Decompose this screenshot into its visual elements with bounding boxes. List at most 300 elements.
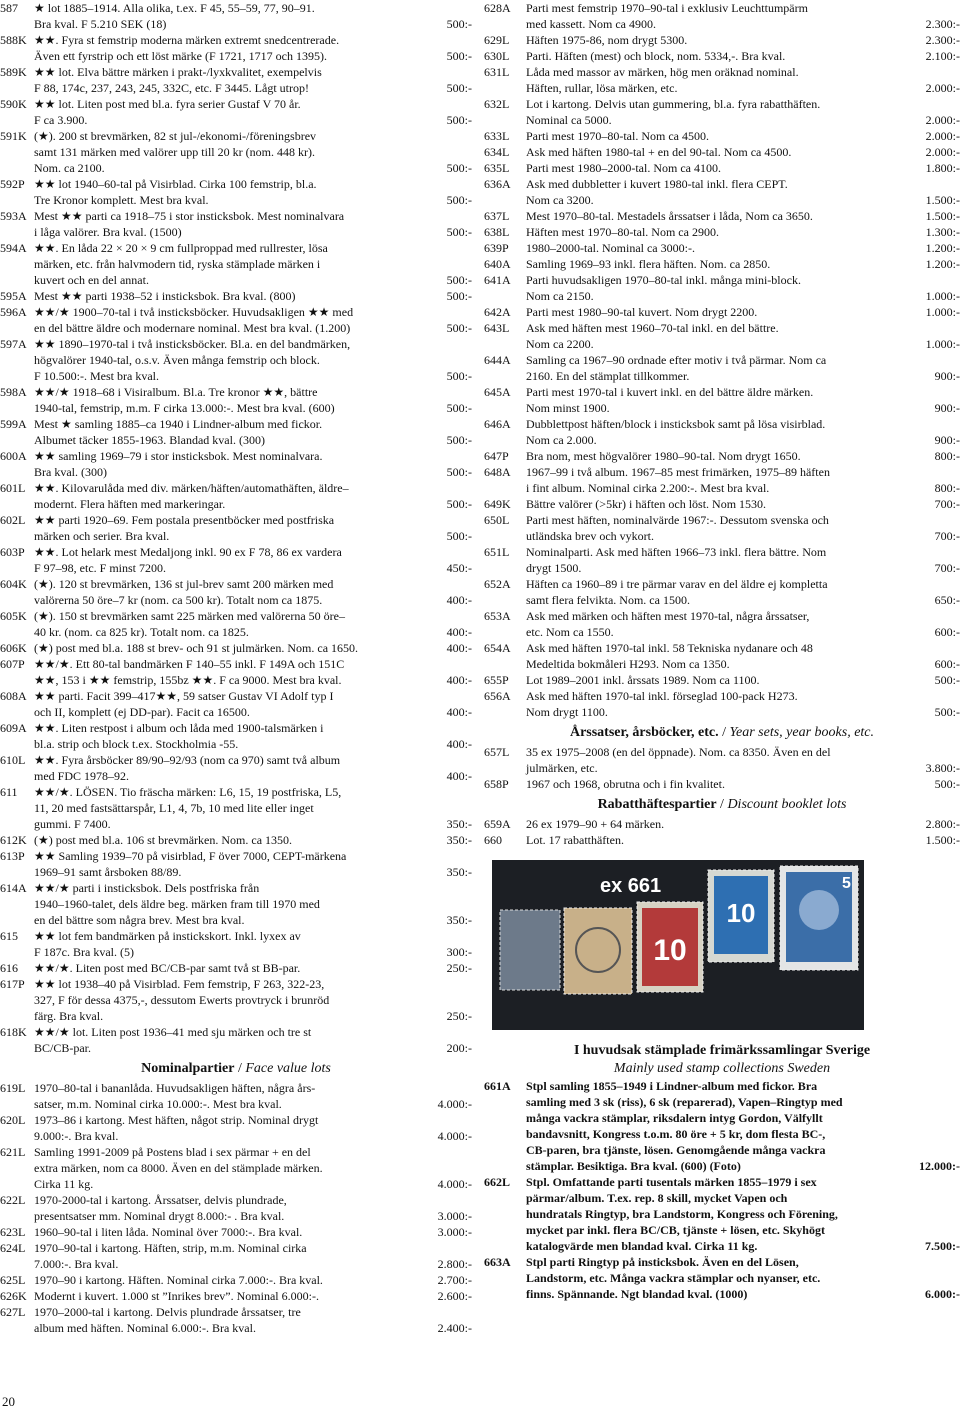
lot-number: 606K [0,641,27,655]
lot-number: 609A [0,721,27,735]
lot-number: 647P [484,449,509,463]
lot-row [0,1192,472,1224]
lot-description: Ask med märken och häften mest 1970-tal, några årssatser, etc. Nom ca 1550. [526,609,810,639]
lot-list-year-sets [484,744,960,792]
lot-description: ★★ lot. Elva bättre märken i prakt-/lyxkvalitet, exempelvis F 88, 174c, 237, 243, 245, 332C, etc. F 3445. Lågt utrop! [34,65,322,95]
lot-price: 400:- [446,625,472,639]
lot-description: Bra nom, mest högvalörer 1980–90-tal. Nom drygt 1650. [526,449,801,463]
lot-row [484,496,960,512]
lot-description: ★★/★ parti i insticksbok. Dels postfriska från 1940–1960-talet, dels äldre beg. märken fram till 1970 med en del bättre som några brev. Mest bra kval. [34,881,320,927]
lot-description: ★★. Kilovarulåda med div. märken/häften/automathäften, äldre– modernt. Flera häften med markeringar. [34,481,349,511]
lot-price: 900:- [934,433,960,447]
lot-row [0,512,472,544]
lot-number: 644A [484,353,511,367]
lot-row [0,1272,472,1288]
lot-price: 2.800:- [925,817,960,831]
lot-number: 635L [484,161,510,175]
heading-separator: / [234,1061,246,1076]
lot-price: 350:- [446,817,472,831]
lot-row [484,672,960,688]
lot-description: Lot. 17 rabatthäften. [526,833,624,847]
lot-list-mint [0,0,472,1056]
lot-price: 1.200:- [925,241,960,255]
lot-row [484,744,960,776]
lot-row [484,0,960,32]
lot-row [0,1080,472,1112]
lot-row [484,224,960,240]
lot-price: 2.700:- [437,1273,472,1287]
lot-price: 2.300:- [925,33,960,47]
lot-row [0,1112,472,1144]
lot-number: 626K [0,1289,27,1303]
lot-row [0,1304,472,1336]
section-heading-year-sets [484,724,960,742]
lot-row [0,640,472,656]
lot-description: ★★ 1890–1970-tal i två insticksböcker. Bl.a. en del bandmärken, högvalörer 1940-tal, o.s.v. Även många femstrip och block. F 10.500:-. Mest bra kval. [34,337,351,383]
lot-row [484,128,960,144]
lot-description: Stpl samling 1855–1949 i Lindner-album med fickor. Bra samling med 3 sk (riss), 6 sk (reparerad), Vapen–Ringtyp med många vackra stämplar, riksdalern intyg Gordon, Välfyllt bandavsnitt, Kongress t.o.m. 80 öre + 5 kr, dom flesta BC-, CB-paren, bra tjänste, lösen. Genomgående många vackra stämplar. Besiktiga. Bra kval. (600) (Foto) [526,1079,843,1173]
lot-row [0,928,472,960]
lot-number: 639P [484,241,509,255]
lot-price: 700:- [934,561,960,575]
lot-number: 648A [484,465,511,479]
lot-price: 3.800:- [925,761,960,775]
lot-price: 400:- [446,593,472,607]
lot-price: 800:- [934,449,960,463]
lot-description: Mest ★★ parti 1938–52 i insticksbok. Bra kval. (800) [34,289,296,303]
lot-description: Parti. Häften (mest) och block, nom. 5334,-. Bra kval. [526,49,786,63]
lot-number: 587 [0,1,18,15]
lot-number: 608A [0,689,27,703]
lot-row [0,960,472,976]
lot-description: Lot i kartong. Delvis utan gummering, bl.a. fyra rabatthäften. Nominal ca 5000. [526,97,821,127]
lot-description: Häften mest 1970–80-tal. Nom ca 2900. [526,225,719,239]
lot-price: 800:- [934,481,960,495]
heading-swedish: Nominalpartier [141,1061,235,1076]
lot-price: 600:- [934,625,960,639]
lot-number: 598A [0,385,27,399]
lot-number: 661A [484,1079,511,1093]
lot-row [0,656,472,688]
lot-price: 900:- [934,369,960,383]
lot-description: ★★/★. Ett 80-tal bandmärken F 140–55 inkl. F 149A och 151C ★★, 153 i ★★ femstrip, 155bz ★★. F ca 9000. Mest bra kval. [34,657,345,687]
lot-row [484,464,960,496]
lot-price: 500:- [446,321,472,335]
lot-price: 500:- [934,777,960,791]
lot-description: ★★/★ 1900–70-tal i två insticksböcker. Huvudsakligen ★★ med en del bättre äldre och modernare nominal. Mest bra kval. (1.200) [34,305,354,335]
lot-row [484,1078,960,1174]
lot-price: 500:- [446,81,472,95]
lot-row [0,832,472,848]
lot-number: 655P [484,673,509,687]
lot-price: 500:- [446,289,472,303]
lot-number: 605K [0,609,27,623]
lot-number: 652A [484,577,511,591]
lot-description: Låda med massor av märken, hög men oräknad nominal. Häften, rullar, lösa märken, etc. [526,65,799,95]
lot-number: 656A [484,689,511,703]
lot-price: 900:- [934,401,960,415]
lot-description: Mest ★★ parti ca 1918–75 i stor insticksbok. Mest nominalvara i låga valörer. Bra kval. (1500) [34,209,345,239]
lot-description: Stpl parti Ringtyp på insticksbok. Även en del Lösen, Landstorm, etc. Många vackra stämplar och nyanser, etc. finns. Spännande. Ngt blandad kval. (1000) [526,1255,821,1301]
lot-price: 500:- [934,673,960,687]
lot-number: 650L [484,513,510,527]
lot-number: 597A [0,337,27,351]
lot-price: 500:- [446,161,472,175]
lot-description: (★) post med bl.a. 106 st brevmärken. Nom. ca 1350. [34,833,293,847]
lot-price: 6.000:- [925,1287,960,1301]
heading-english: Face value lots [245,1061,331,1076]
lot-row [484,776,960,792]
lot-row [484,1174,960,1254]
lot-row [0,32,472,64]
lot-price: 500:- [446,401,472,415]
lot-number: 631L [484,65,510,79]
lot-row [484,48,960,64]
lot-price: 650:- [934,593,960,607]
lot-price: 400:- [446,641,472,655]
lot-number: 641A [484,273,511,287]
lot-description: ★★. Fyra årsböcker 89/90–92/93 (nom ca 970) samt två album med FDC 1978–92. [34,753,341,783]
lot-row [0,304,472,336]
lot-price: 700:- [934,497,960,511]
lot-description: 1973–86 i kartong. Mest häften, något strip. Nominal drygt 9.000:-. Bra kval. [34,1113,319,1143]
lot-description: Dubblettpost häften/block i insticksbok samt på lösa visirblad. Nom ca 2.000. [526,417,826,447]
lot-row [0,384,472,416]
lot-number: 616 [0,961,18,975]
lot-row [484,256,960,272]
lot-row [0,576,472,608]
lot-row [484,1254,960,1302]
lot-number: 658P [484,777,509,791]
lot-price: 2.000:- [925,145,960,159]
lot-number: 621L [0,1145,26,1159]
lot-number: 659A [484,817,511,831]
lot-number: 645A [484,385,511,399]
lot-price: 500:- [446,193,472,207]
section-heading-booklets [484,796,960,814]
lot-number: 651L [484,545,510,559]
lot-description: ★★ parti. Facit 399–417★★, 59 satser Gustav VI Adolf typ I och II, komplett (ej DD-par). Facit ca 16500. [34,689,334,719]
lot-number: 615 [0,929,18,943]
lot-description: 1967 och 1968, obrutna och i fin kvalitet. [526,777,725,791]
heading-swedish: I huvudsak stämplade frimärkssamlingar Sverige [573,1043,871,1058]
lot-description: ★★/★ 1918–68 i Visiralbum. Bl.a. Tre kronor ★★, bättre 1940-tal, femstrip, m.m. F cirka 13.000:-. Mest bra kval. (600) [34,385,335,415]
lot-price: 1.800:- [925,161,960,175]
lot-row [0,128,472,176]
lot-price: 500:- [446,273,472,287]
section-heading-used-collections [484,1042,960,1078]
lot-price: 7.500:- [925,1239,960,1253]
lot-price: 400:- [446,769,472,783]
lot-description: 1970–90-tal i kartong. Häften, strip, m.m. Nominal cirka 7.000:-. Bra kval. [34,1241,307,1271]
lot-number: 627L [0,1305,26,1319]
lot-description: Samling ca 1967–90 ordnade efter motiv i två pärmar. Nom ca 2160. En del stämplat tillkommer. [526,353,827,383]
lot-price: 400:- [446,705,472,719]
lot-price: 2.000:- [925,129,960,143]
lot-number: 640A [484,257,511,271]
lot-description: Ask med häften 1970-tal inkl. 58 Tekniska nydanare och 48 Medeltida bokmåleri H293. Nom ca 1350. [526,641,813,671]
lot-description: ★★/★ lot. Liten post 1936–41 med sju märken och tre st BC/CB-par. [34,1025,312,1055]
lot-list-face-value [0,1080,472,1336]
lot-number: 622L [0,1193,26,1207]
heading-swedish: Årssatser, årsböcker, etc. [569,725,719,740]
lot-description: (★). 120 st brevmärken, 136 st jul-brev samt 200 märken med valörerna 50 öre–7 kr (nom. ca 500 kr). Totalt nom ca 1875. [34,577,334,607]
lot-list-face-value-cont [484,0,960,720]
lot-price: 2.100:- [925,49,960,63]
lot-number: 599A [0,417,27,431]
lot-number: 591K [0,129,27,143]
lot-price: 2.300:- [925,17,960,31]
lot-number: 620L [0,1113,26,1127]
lot-price: 1.500:- [925,209,960,223]
lot-price: 500:- [934,705,960,719]
lot-row [0,288,472,304]
lot-description: ★★ lot 1938–40 på Visirblad. Fem femstrip, F 263, 322-23, 327, F för dessa 4375,-, dessutom Ewerts provtryck i brunröd färg. Bra kval. [34,977,330,1023]
lot-number: 638L [484,225,510,239]
lot-description: ★★. Fyra st femstrip moderna märken extremt snedcentrerade. Även ett fyrstrip och ett löst märke (F 1721, 1717 och 1395). [34,33,340,63]
lot-price: 4.000:- [437,1177,472,1191]
lot-price: 450:- [446,561,472,575]
lot-row [0,208,472,240]
lot-row [0,1288,472,1304]
lot-number: 592P [0,177,25,191]
lot-price: 2.800:- [437,1257,472,1271]
lot-row [484,64,960,96]
lot-row [0,1024,472,1056]
lot-description: Samling 1991-2009 på Postens blad i sex pärmar + en del extra märken, nom ca 8000. Även en del stämplade märken. Cirka 11 kg. [34,1145,323,1191]
heading-english: Year sets, year books, etc. [729,725,875,740]
lot-row [484,608,960,640]
lot-price: 350:- [446,833,472,847]
heading-separator: / [716,797,728,812]
lot-description: ★★ parti 1920–69. Fem postala presentböcker med postfriska märken och serier. Bra kval. [34,513,335,543]
lot-row [0,0,472,32]
lot-price: 600:- [934,657,960,671]
lot-row [0,1240,472,1272]
lot-description: ★ lot 1885–1914. Alla olika, t.ex. F 45, 55–59, 77, 90–91. Bra kval. F 5.210 SEK (18) [34,1,315,31]
lot-price: 1.000:- [925,289,960,303]
lot-number: 594A [0,241,27,255]
lot-number: 662L [484,1175,511,1189]
lot-row [0,1224,472,1240]
lot-number: 654A [484,641,511,655]
page-number: 20 [2,1394,15,1409]
lot-description: Ask med dubbletter i kuvert 1980-tal inkl. flera CEPT. Nom ca 3200. [526,177,788,207]
lot-description: ★★ samling 1969–79 i stor insticksbok. Mest nominalvara. Bra kval. (300) [34,449,323,479]
lot-price: 700:- [934,529,960,543]
lot-number: 623L [0,1225,26,1239]
lot-description: Ask med häften mest 1960–70-tal inkl. en del bättre. Nom ca 2200. [526,321,779,351]
lot-number: 618K [0,1025,27,1039]
lot-row [0,176,472,208]
lot-number: 632L [484,97,510,111]
lot-row [0,544,472,576]
lot-price: 1.200:- [925,257,960,271]
lot-number: 596A [0,305,27,319]
lot-row [0,448,472,480]
lot-price: 4.000:- [437,1129,472,1143]
lot-number: 595A [0,289,27,303]
lot-price: 12.000:- [919,1159,960,1173]
lot-description: 1980–2000-tal. Nominal ca 3000:-. [526,241,695,255]
stamp-photo [492,860,864,1030]
lot-price: 1.000:- [925,305,960,319]
lot-row [484,816,960,832]
lot-price: 500:- [446,497,472,511]
lot-number: 657L [484,745,510,759]
lot-description: Parti mest 1970-tal i kuvert inkl. en del bättre äldre märken. Nom minst 1900. [526,385,814,415]
lot-description: 1967–99 i två album. 1967–85 mest frimärken, 1975–89 häften i fint album. Nominal cirka 2.200:-. Mest bra kval. [526,465,830,495]
lot-price: 200:- [446,1041,472,1055]
lot-description: Ask med häften 1980-tal + en del 90-tal. Nom ca 4500. [526,145,792,159]
lot-description: (★) post med bl.a. 188 st brev- och 91 st julmärken. Nom. ca 1650. [34,641,359,655]
lot-row [484,96,960,128]
lot-description: ★★ Samling 1939–70 på visirblad, F över 7000, CEPT-märkena 1969–91 samt årsboken 88/89. [34,849,347,879]
lot-description: ★★ lot fem bandmärken på instickskort. Inkl. lyxex av F 187c. Bra kval. (5) [34,929,301,959]
lot-row [0,240,472,288]
lot-description: Samling 1969–93 inkl. flera häften. Nom. ca 2850. [526,257,771,271]
lot-number: 610L [0,753,26,767]
section-heading-face-value [0,1060,472,1078]
lot-price: 2.000:- [925,113,960,127]
lot-price: 350:- [446,913,472,927]
lot-price: 500:- [446,433,472,447]
lot-description: (★). 150 st brevmärken samt 225 märken med valörerna 50 öre– 40 kr. (nom. ca 825 kr). Totalt nom. ca 1825. [34,609,345,639]
lot-row [484,32,960,48]
lot-price: 500:- [446,465,472,479]
right-column [484,0,960,1302]
lot-description: Häften 1975-86, nom drygt 5300. [526,33,688,47]
lot-description: Ask med häften 1970-tal inkl. förseglad 100-pack H273. Nom drygt 1100. [526,689,798,719]
lot-description: 1970–90 i kartong. Häften. Nominal cirka 7.000:-. Bra kval. [34,1273,323,1287]
lot-description: Häften ca 1960–89 i tre pärmar varav en del äldre ej kompletta samt flera felvikta. Nom. ca 1500. [526,577,828,607]
lot-price: 300:- [446,945,472,959]
lot-row [0,752,472,784]
lot-price: 1.500:- [925,833,960,847]
svg-text:10: 10 [653,934,687,967]
lot-description: 26 ex 1979–90 + 64 märken. [526,817,665,831]
lot-number: 590K [0,97,27,111]
lot-description: Parti huvudsakligen 1970–80-tal inkl. många mini-block. Nom ca 2150. [526,273,801,303]
lot-price: 500:- [446,17,472,31]
lot-description: Parti mest femstrip 1970–90-tal i exklusiv Leuchttumpärm med kassett. Nom ca 4900. [526,1,808,31]
lot-row [484,512,960,544]
lot-price: 2.000:- [925,81,960,95]
lot-number: 630L [484,49,510,63]
lot-price: 3.000:- [437,1225,472,1239]
lot-description: ★★. Lot helark mest Medaljong inkl. 90 ex F 78, 86 ex vardera F 97–98, etc. F minst 7200. [34,545,342,575]
lot-number: 663A [484,1255,511,1269]
lot-description: Mest ★ samling 1885–ca 1940 i Lindner-album med fickor. Albumet täcker 1855-1963. Blandad kval. (300) [34,417,323,447]
lot-row [0,880,472,928]
lot-price: 3.000:- [437,1209,472,1223]
lot-number: 619L [0,1081,26,1095]
lot-price: 4.000:- [437,1097,472,1111]
lot-description: (★). 200 st brevmärken, 82 st jul-/ekonomi-/föreningsbrev samt 131 märken med valörer upp till 20 kr (nom. 448 kr). Nom. ca 2100. [34,129,317,175]
lot-row [0,96,472,128]
lot-number: 614A [0,881,27,895]
lot-row [0,720,472,752]
lot-row [484,240,960,256]
lot-number: 600A [0,449,27,463]
lot-row [0,336,472,384]
lot-price: 500:- [446,225,472,239]
lot-number: 589K [0,65,27,79]
lot-row [484,832,960,848]
lot-row [484,160,960,176]
lot-number: 611 [0,785,18,799]
photo-label: ex 661 [600,875,662,897]
lot-price: 500:- [446,369,472,383]
lot-description: ★★. En låda 22 × 20 × 9 cm fullproppad med rullrester, lösa märken, etc. från halvmodern tid, ryska stämplade märken i kuvert och en del annat. [34,241,328,287]
heading-separator: / [718,725,730,740]
lot-number: 604K [0,577,27,591]
lot-number: 649K [484,497,511,511]
lot-row [0,416,472,448]
lot-row [484,688,960,720]
lot-number: 637L [484,209,510,223]
lot-number: 613P [0,849,25,863]
lot-price: 1.500:- [925,193,960,207]
lot-description: Parti mest 1980–90-tal kuvert. Nom drygt 2200. [526,305,758,319]
lot-description: 35 ex 1975–2008 (en del öppnade). Nom. ca 8350. Även en del julmärken, etc. [526,745,831,775]
lot-price: 250:- [446,961,472,975]
lot-price: 250:- [446,1009,472,1023]
lot-description: 1970-2000-tal i kartong. Årssatser, delvis plundrade, presentsatser mm. Nominal drygt 8.000:- . Bra kval. [34,1193,287,1223]
lot-description: Modernt i kuvert. 1.000 st ”Inrikes brev”. Nominal 6.000:-. [34,1289,319,1303]
lot-number: 612K [0,833,27,847]
lot-number: 646A [484,417,511,431]
lot-price: 2.600:- [437,1289,472,1303]
lot-number: 617P [0,977,25,991]
lot-description: 1970–80-tal i bananlåda. Huvudsakligen häften, några års- satser, m.m. Nominal cirka 10.000:-. Mest bra kval. [34,1081,316,1111]
lot-row [484,176,960,208]
lot-price: 500:- [446,49,472,63]
lot-row [484,352,960,384]
heading-english: Mainly used stamp collections Sweden [613,1061,831,1076]
lot-row [0,976,472,1024]
lot-description: Nominalparti. Ask med häften 1966–73 inkl. flera bättre. Nom drygt 1500. [526,545,827,575]
lot-description: ★★/★. Liten post med BC/CB-par samt två st BB-par. [34,961,301,975]
heading-english: Discount booklet lots [727,797,847,812]
lot-price: 500:- [446,529,472,543]
left-column [0,0,472,1336]
lot-number: 633L [484,129,510,143]
lot-row [0,608,472,640]
lot-number: 603P [0,545,25,559]
lot-number: 636A [484,177,511,191]
lot-row [484,208,960,224]
lot-list-booklets [484,816,960,848]
lot-number: 629L [484,33,510,47]
stamp-collage-image [492,860,864,1030]
lot-description: Parti mest häften, nominalvärde 1967:-. Dessutom svenska och utländska brev och vykort. [526,513,829,543]
lot-description: Parti mest 1970–80-tal. Nom ca 4500. [526,129,709,143]
lot-price: 1.300:- [925,225,960,239]
lot-row [484,144,960,160]
lot-row [484,304,960,320]
lot-number: 624L [0,1241,26,1255]
lot-description: 1960–90-tal i liten låda. Nominal över 7000:-. Bra kval. [34,1225,303,1239]
lot-number: 607P [0,657,25,671]
lot-price: 500:- [446,113,472,127]
lot-price: 2.400:- [437,1321,472,1335]
lot-row [0,64,472,96]
lot-number: 588K [0,33,27,47]
lot-row [0,480,472,512]
lot-row [0,1144,472,1192]
lot-row [484,576,960,608]
